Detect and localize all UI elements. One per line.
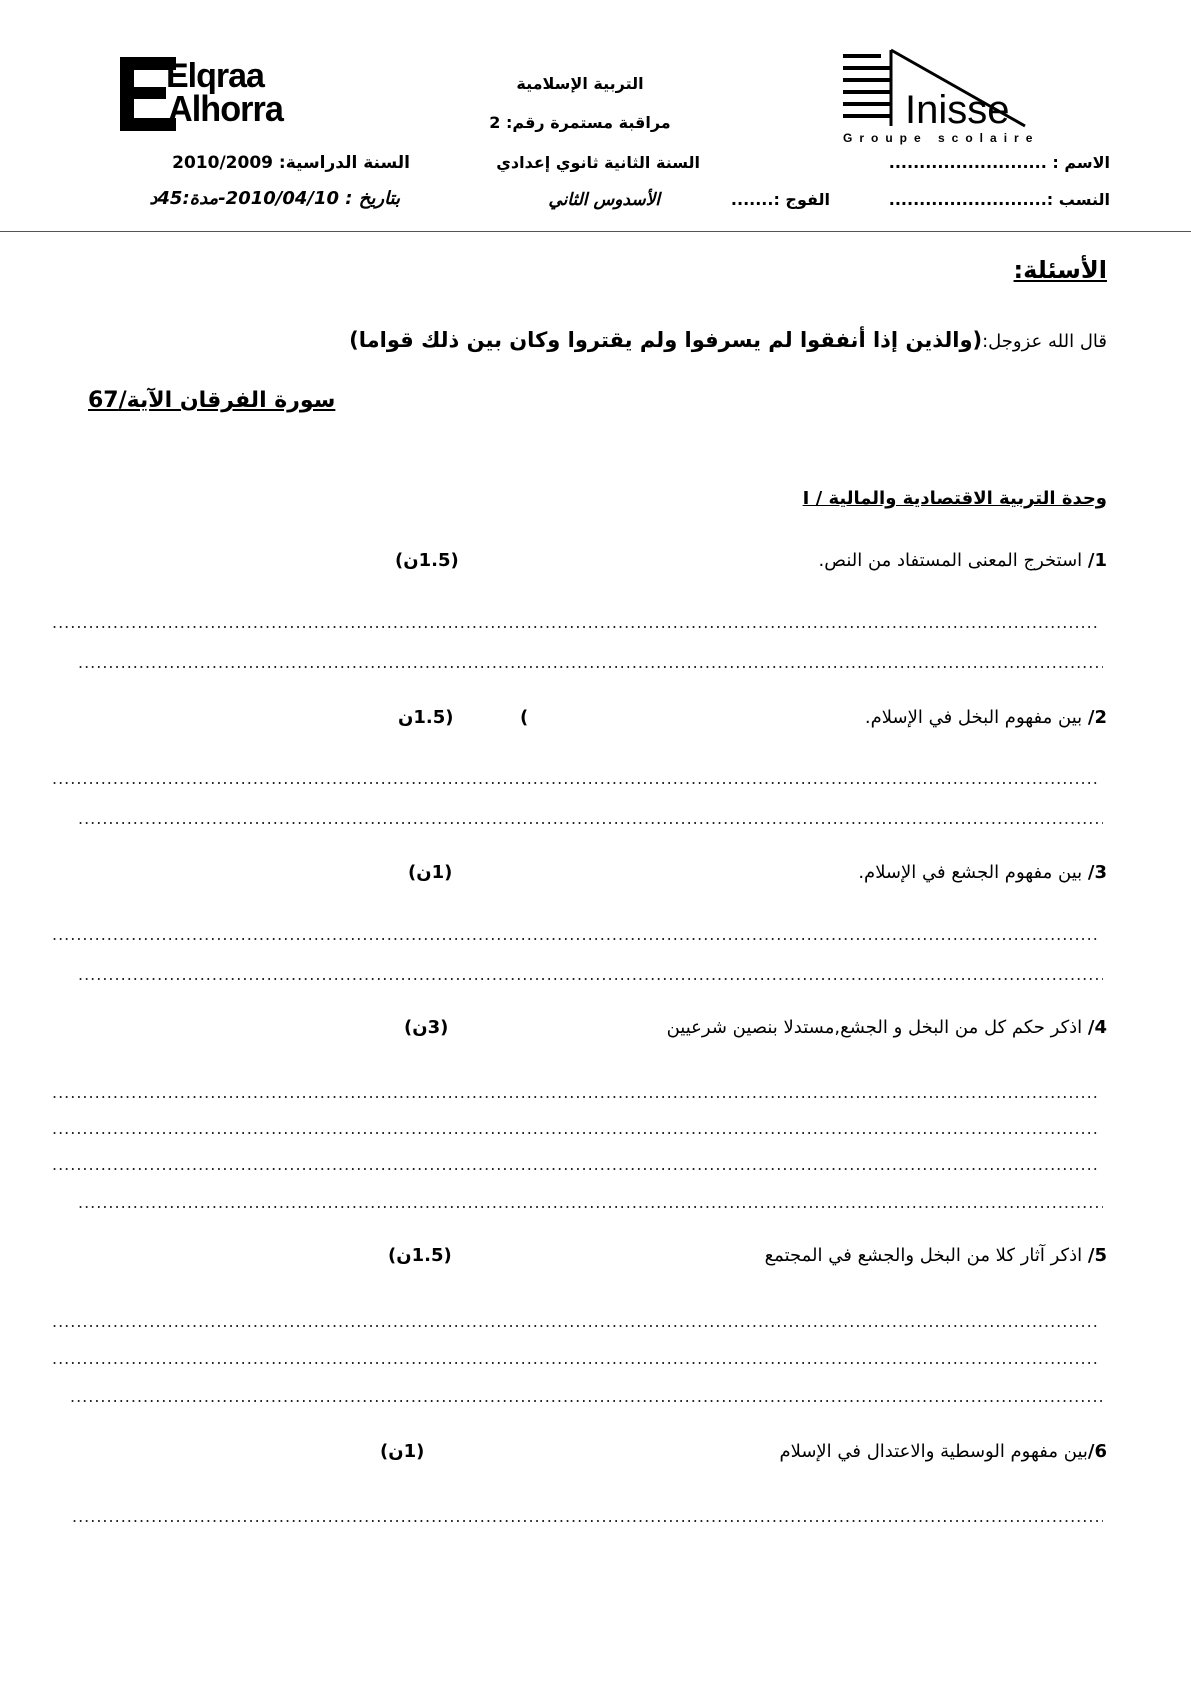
question-4 <box>500 1017 1107 1038</box>
verse-text: (والذين إذا أنفقوا لم يسرفوا ولم يقتروا وكان بين ذلك قواما) <box>349 328 983 352</box>
exam-date: بتاريخ : 2010/04/10-مدة:45د <box>149 188 400 209</box>
question-points: (1.5ن) <box>388 1245 452 1266</box>
unit-title: I / وحدة التربية الاقتصادية والمالية <box>802 488 1107 509</box>
question-number: 4/ <box>1087 1017 1107 1038</box>
exam-title: مراقبة مستمرة رقم: 2 <box>489 113 671 132</box>
school-year-row <box>120 153 410 173</box>
elqraa-logo-line1: Elqraa <box>166 57 264 95</box>
answer-line[interactable] <box>52 928 1097 942</box>
question-points: (1.5ن) <box>395 550 459 571</box>
question-text: بين مفهوم البخل في الإسلام. <box>864 707 1083 728</box>
inisse-logo <box>843 48 1063 148</box>
header-divider <box>0 231 1191 232</box>
answer-line[interactable] <box>70 1390 1103 1404</box>
answer-line[interactable] <box>52 1122 1097 1136</box>
question-points: (1ن) <box>408 862 453 883</box>
question-5 <box>600 1245 1107 1266</box>
question-paren: ( <box>520 707 529 728</box>
question-points: (1.5ن <box>398 707 454 728</box>
question-number: 2/ <box>1087 707 1107 728</box>
inisse-logo-name: Inisse <box>905 88 1010 132</box>
answer-line[interactable] <box>78 968 1103 982</box>
question-text: استخرج المعنى المستفاد من النص. <box>818 550 1083 571</box>
group-field[interactable]: الفوج :....... <box>730 190 830 209</box>
answer-line[interactable] <box>52 772 1097 786</box>
question-text: بين مفهوم الوسطية والاعتدال في الإسلام <box>779 1441 1088 1462</box>
answer-line[interactable] <box>78 656 1103 670</box>
semester: الأسدوس الثاني <box>548 190 660 210</box>
question-points: (1ن) <box>380 1441 425 1462</box>
verse-prefix: قال الله عزوجل: <box>982 331 1107 352</box>
answer-line[interactable] <box>52 1158 1097 1172</box>
question-number: 1/ <box>1087 550 1107 571</box>
question-1 <box>600 550 1107 571</box>
answer-line[interactable] <box>52 1315 1097 1329</box>
inisse-logo-subtitle: Groupe scolaire <box>843 131 1040 145</box>
question-number: 3/ <box>1087 862 1107 883</box>
student-name-field[interactable]: الاسم : .......................... <box>888 153 1110 172</box>
answer-line[interactable] <box>78 1196 1103 1210</box>
answer-line[interactable] <box>52 1086 1097 1100</box>
question-number: 5/ <box>1087 1245 1107 1266</box>
question-2 <box>600 707 1107 728</box>
class-level: السنة الثانية ثانوي إعدادي <box>496 153 700 172</box>
question-text: بين مفهوم الجشع في الإسلام. <box>858 862 1083 883</box>
school-year-label: السنة الدراسية: <box>278 153 410 173</box>
question-6 <box>600 1441 1107 1462</box>
question-number: 6/ <box>1087 1441 1107 1462</box>
question-points: (3ن) <box>404 1017 449 1038</box>
question-text: اذكر حكم كل من البخل و الجشع,مستدلا بنصين شرعيين <box>666 1017 1083 1038</box>
elqraa-logo-line2: Alhorra <box>168 88 283 129</box>
questions-title: الأسئلة: <box>1013 256 1107 284</box>
answer-line[interactable] <box>52 616 1097 630</box>
school-year-value: 2010/2009 <box>172 153 273 173</box>
answer-line[interactable] <box>78 812 1103 826</box>
subject-title: التربية الإسلامية <box>516 74 644 93</box>
question-3 <box>600 862 1107 883</box>
answer-line[interactable] <box>72 1510 1103 1524</box>
question-text: اذكر آثار كلا من البخل والجشع في المجتمع <box>764 1245 1083 1266</box>
answer-line[interactable] <box>52 1352 1097 1366</box>
student-surname-field[interactable]: النسب :.......................... <box>888 190 1110 209</box>
verse-reference: سورة الفرقان الآية/67 <box>88 388 336 413</box>
verse-line <box>330 328 1107 352</box>
elqraa-logo <box>120 55 320 135</box>
